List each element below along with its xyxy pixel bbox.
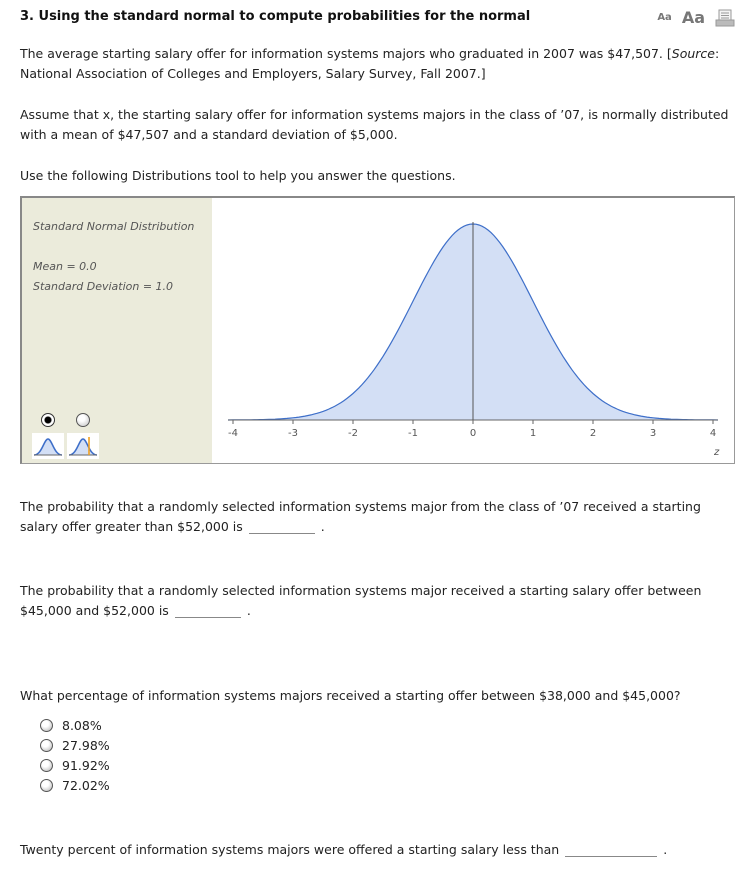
q4-answer-input[interactable] xyxy=(565,842,657,857)
distribution-name: Standard Normal Distribution xyxy=(33,220,195,233)
question-4: Twenty percent of information systems majors were offered a starting salary less than . xyxy=(20,842,668,857)
source-label: Source xyxy=(671,46,715,61)
sd-label: Standard Deviation = 1.0 xyxy=(33,280,174,293)
toolbar xyxy=(657,8,735,27)
question-3: What percentage of information systems majors received a starting offer between $38,000 and $45,000? xyxy=(20,688,681,703)
q3-option-2[interactable]: 27.98% xyxy=(40,735,110,755)
q3-option-1[interactable]: 8.08% xyxy=(40,715,102,735)
question-title: 3. Using the standard normal to compute probabilities for the normal xyxy=(20,9,531,24)
normal-curve-icon[interactable] xyxy=(32,433,64,459)
text-size-small-button[interactable]: Aa xyxy=(657,12,672,23)
svg-text:1: 1 xyxy=(529,428,537,439)
mean-label: Mean = 0.0 xyxy=(33,260,97,273)
text-size-large-button[interactable]: Aa xyxy=(681,8,705,27)
normal-curve-cutoff-icon[interactable] xyxy=(67,433,99,459)
q3-option-4[interactable]: 72.02% xyxy=(40,775,110,795)
svg-text:-2: -2 xyxy=(348,428,358,439)
svg-text:0: 0 xyxy=(469,428,477,439)
intro-paragraph-1: The average starting salary offer for information systems majors who graduated in 2007 was $47,507. [Source: National Association of Colleges and Employers, Salary Survey, Fall 2007.] xyxy=(20,46,720,81)
svg-text:-4: -4 xyxy=(228,428,238,439)
tool-side-panel xyxy=(22,198,212,463)
radio-icon[interactable] xyxy=(40,759,53,772)
question-2: The probability that a randomly selected information systems major received a starting salary offer between $45,000 and $52,000 is . xyxy=(20,583,702,618)
intro-paragraph-3: Use the following Distributions tool to help you answer the questions. xyxy=(20,168,456,183)
mode-radio-curve[interactable] xyxy=(41,413,55,427)
q2-answer-input[interactable] xyxy=(175,603,241,618)
radio-icon[interactable] xyxy=(40,739,53,752)
radio-icon[interactable] xyxy=(40,719,53,732)
x-axis-ticks xyxy=(228,420,716,439)
radio-icon[interactable] xyxy=(40,779,53,792)
svg-text:4: 4 xyxy=(709,428,717,439)
mode-radio-cutoff[interactable] xyxy=(76,413,90,427)
q3-option-3[interactable]: 91.92% xyxy=(40,755,110,775)
svg-text:-1: -1 xyxy=(408,428,418,439)
svg-text:2: 2 xyxy=(589,428,597,439)
svg-text:3: 3 xyxy=(649,428,657,439)
q1-answer-input[interactable] xyxy=(249,519,315,534)
svg-text:-3: -3 xyxy=(288,428,298,439)
question-1: The probability that a randomly selected information systems major from the class of ’07 received a starting salary offer greater than $52,000 is . xyxy=(20,499,701,534)
distributions-tool xyxy=(20,196,735,464)
intro-paragraph-2: Assume that x, the starting salary offer for information systems majors in the class of ’07, is normally distributed with a mean of $47,507 and a standard deviation of $5,000. xyxy=(20,107,729,142)
x-axis-label: z xyxy=(714,447,720,458)
print-icon[interactable] xyxy=(715,9,735,27)
normal-distribution-chart[interactable] xyxy=(212,198,735,462)
